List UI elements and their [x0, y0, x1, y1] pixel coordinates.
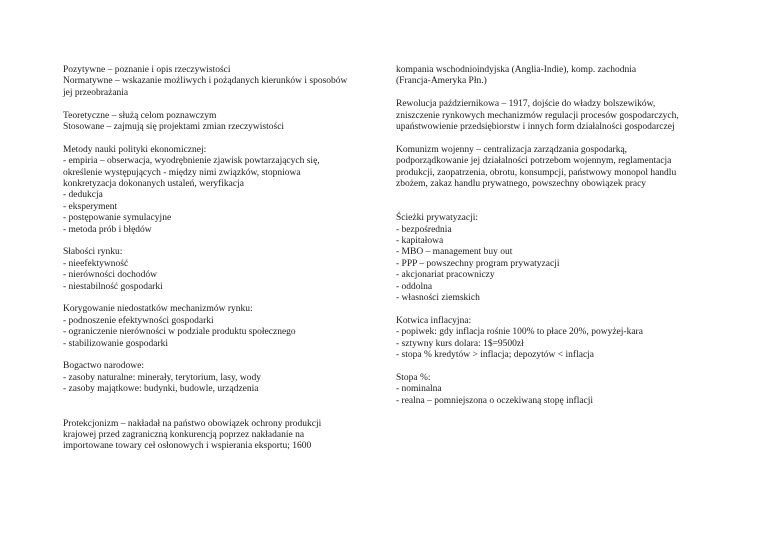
text-line: - zasoby majątkowe: budynki, budowle, urządzenia	[63, 384, 259, 395]
text-line: - podnoszenie efektywności gospodarki	[63, 315, 214, 326]
text-line: Kotwica inflacyjna:	[396, 315, 472, 326]
text-line: zniszczenie rynkowych mechanizmów regulacji procesów gospodarczych,	[396, 110, 679, 121]
text-line: jej przeobrażania	[63, 87, 129, 98]
text-line: konkretyzacja dokonanych ustaleń, weryfikacja	[63, 179, 244, 190]
text-line: - realna – pomniejszona o oczekiwaną stopę inflacji	[396, 395, 594, 406]
text-line: - własności ziemskich	[396, 293, 480, 304]
paragraph-positive-normative	[63, 65, 368, 99]
text-line: podporządkowanie jej działalności potrzebom wojennym, reglamentacja	[396, 156, 672, 167]
text-line: Normatywne – wskazanie możliwych i pożądanych kierunków i sposobów	[63, 76, 348, 87]
text-line: - niestabilność gospodarki	[63, 281, 163, 292]
paragraph-protectionism	[63, 419, 368, 453]
paragraph-market-weaknesses	[63, 247, 368, 293]
text-line: - oddolna	[396, 281, 433, 292]
left-column	[63, 65, 368, 453]
text-line: Teoretyczne – służą celom poznawczym	[63, 110, 217, 121]
paragraph-theoretical-applied	[63, 111, 368, 134]
text-line: - popiwek: gdy inflacja rośnie 100% to płace 20%, powyżej-kara	[396, 327, 643, 338]
text-line: zbożem, zakaz handlu prywatnego, powszechny obowiązek pracy	[396, 179, 647, 190]
paragraph-market-correction	[63, 304, 368, 350]
text-line: - dedukcja	[63, 190, 103, 201]
text-line: Bogactwo narodowe:	[63, 361, 144, 372]
text-line: Korygowanie niedostatków mechanizmów rynku:	[63, 304, 253, 315]
text-line: - MBO – management buy out	[396, 247, 513, 258]
text-line: upaństwowienie przedsiębiorstw i innych form działalności gospodarczej	[396, 122, 675, 133]
text-line: Protekcjonizm – nakładał na państwo obowiązek ochrony produkcji	[63, 418, 322, 429]
text-line: Ścieżki prywatyzacji:	[396, 213, 479, 224]
text-line: - stopa % kredytów > inflacja; depozytów < inflacja	[396, 350, 595, 361]
text-line: określenie występujących - między nimi związków, stopniowa	[63, 167, 301, 178]
text-line: Pozytywne – poznanie i opis rzeczywistości	[63, 65, 231, 75]
text-line: kompania wschodnioindyjska (Anglia-Indie), komp. zachodnia	[396, 65, 637, 75]
text-line: Rewolucja październikowa – 1917, dojście do władzy bolszewików,	[396, 99, 656, 110]
text-line: krajowej przed zagraniczną konkurencją poprzez nakładanie na	[63, 429, 305, 440]
right-column	[396, 65, 701, 407]
paragraph-companies	[396, 65, 701, 88]
text-line: - kapitałowa	[396, 236, 444, 247]
text-line: - empiria – obserwacja, wyodrębnienie zjawisk powtarzających się,	[63, 156, 320, 167]
text-line: Słabości rynku:	[63, 247, 123, 258]
paragraph-interest-rate	[396, 373, 701, 407]
paragraph-privatization-paths	[396, 213, 701, 304]
paragraph-national-wealth	[63, 361, 368, 395]
text-line: - PPP – powszechny program prywatyzacji	[396, 258, 560, 269]
text-line: - sztywny kurs dolara: 1$=9500zł	[396, 338, 524, 349]
text-line: - zasoby naturalne: minerały, terytorium, lasy, wody	[63, 372, 261, 383]
text-line: - bezpośrednia	[396, 224, 452, 235]
text-line: - nieefektywność	[63, 258, 129, 269]
paragraph-inflation-anchor	[396, 316, 701, 362]
text-line: produkcji, zaopatrzenia, obrotu, konsumpcji, państwowy monopol handlu	[396, 167, 677, 178]
text-line: - eksperyment	[63, 201, 118, 212]
text-line: (Francja-Ameryka Płn.)	[396, 76, 487, 87]
text-line: - postępowanie symulacyjne	[63, 213, 172, 224]
text-line: importowane towary ceł osłonowych i wspierania eksportu; 1600	[63, 441, 312, 452]
text-line: - nominalna	[396, 384, 442, 395]
text-line: - nierówności dochodów	[63, 270, 157, 281]
text-line: Metody nauki polityki ekonomicznej:	[63, 144, 207, 155]
paragraph-october-revolution	[396, 99, 701, 133]
text-line: - metoda prób i błędów	[63, 224, 152, 235]
text-line: Komunizm wojenny – centralizacja zarządzania gospodarką,	[396, 144, 628, 155]
text-line: - ograniczenie nierówności w podziale produktu społecznego	[63, 327, 296, 338]
text-line: Stopa %:	[396, 372, 431, 383]
text-line: Stosowane – zajmują się projektami zmian rzeczywistości	[63, 122, 285, 133]
text-line: - akcjonariat pracowniczy	[396, 270, 495, 281]
paragraph-war-communism	[396, 145, 701, 191]
text-line: - stabilizowanie gospodarki	[63, 338, 169, 349]
paragraph-methods	[63, 145, 368, 236]
